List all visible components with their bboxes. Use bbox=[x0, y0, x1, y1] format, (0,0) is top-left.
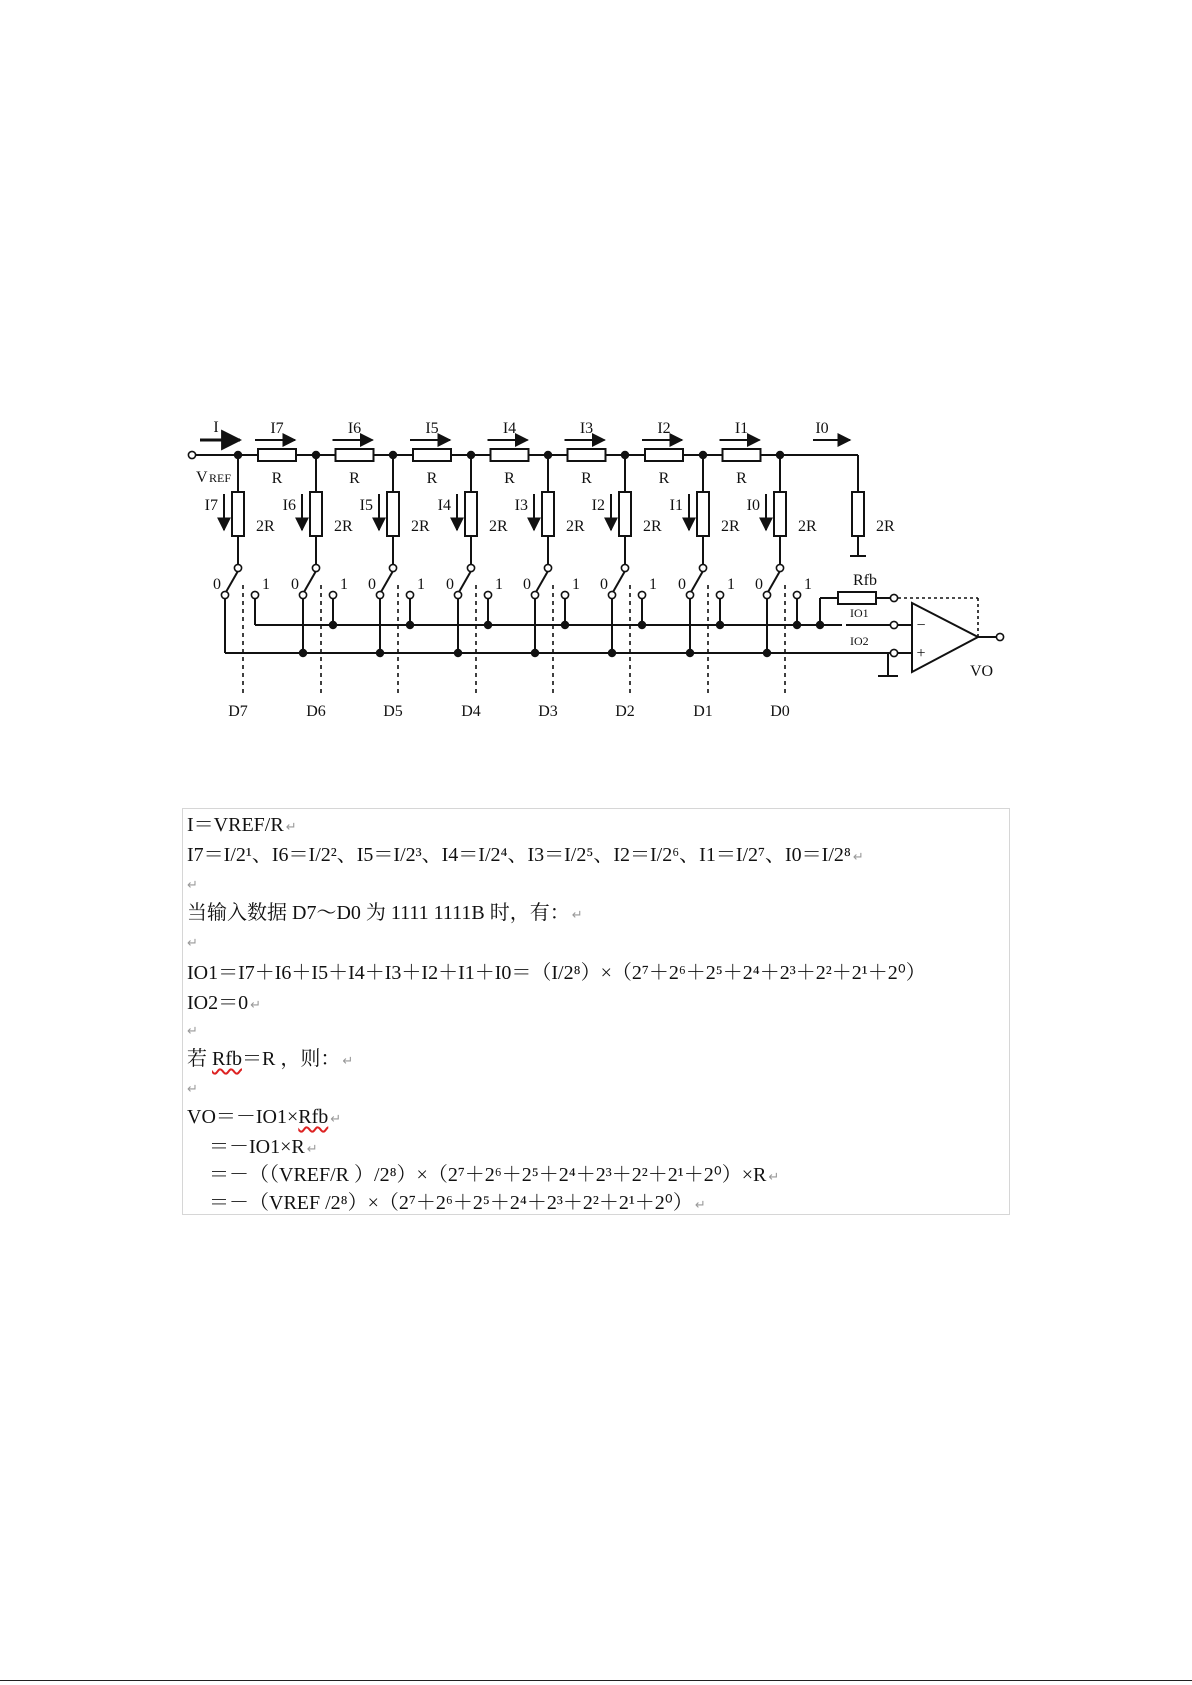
terminal bbox=[716, 591, 723, 598]
series-resistor-label: R bbox=[581, 470, 592, 487]
switch-zero-label: 0 bbox=[291, 576, 299, 593]
equation-branch-currents: I7＝I/2¹、I6＝I/2²、I5＝I/2³、I4＝I/2⁴、I3＝I/2⁵、I2＝I/2⁶、I1＝I/2⁷、I0＝I/2⁸ ↵ bbox=[187, 844, 864, 866]
shunt-resistor bbox=[774, 492, 786, 536]
switch-one-label: 1 bbox=[495, 576, 503, 593]
terminal bbox=[188, 451, 195, 458]
terminal bbox=[608, 591, 615, 598]
series-resistor bbox=[723, 449, 761, 461]
r2r-dac-circuit-diagram bbox=[0, 0, 1192, 760]
blank-paragraph: ↵ bbox=[187, 1023, 198, 1038]
bit-label: D4 bbox=[461, 703, 481, 720]
opamp-minus-label: − bbox=[916, 617, 926, 634]
switch-zero-label: 0 bbox=[368, 576, 376, 593]
shunt-resistor-label: 2R bbox=[256, 518, 275, 535]
terminal bbox=[699, 564, 706, 571]
switch-one-label: 1 bbox=[572, 576, 580, 593]
io2-label: IO2 bbox=[850, 634, 869, 648]
series-current-label: I6 bbox=[347, 420, 362, 437]
switch-one-label: 1 bbox=[727, 576, 735, 593]
shunt-current-label: I4 bbox=[437, 497, 451, 514]
terminal bbox=[251, 591, 258, 598]
bit-label: D5 bbox=[383, 703, 403, 720]
shunt-resistor-label: 2R bbox=[489, 518, 508, 535]
terminal bbox=[389, 564, 396, 571]
equation-input-condition: 当输入数据 D7～D0 为 1111 1111B 时，有： ↵ bbox=[187, 902, 583, 924]
shunt-current-label: I6 bbox=[282, 497, 296, 514]
series-resistor-label: R bbox=[349, 470, 360, 487]
junction-dot bbox=[484, 621, 492, 629]
switch-arm bbox=[613, 571, 625, 592]
shunt-resistor-label: 2R bbox=[566, 518, 585, 535]
rfb-label: Rfb bbox=[853, 572, 877, 589]
switch-arm bbox=[691, 571, 703, 592]
terminal bbox=[561, 591, 568, 598]
series-resistor-label: R bbox=[658, 470, 670, 487]
series-current-label: I5 bbox=[425, 420, 439, 437]
series-resistor bbox=[336, 449, 374, 461]
junction-dot bbox=[716, 621, 724, 629]
bit-label: D2 bbox=[615, 703, 635, 720]
terminal bbox=[454, 591, 461, 598]
series-current-label: I4 bbox=[502, 420, 517, 437]
series-resistor bbox=[491, 449, 529, 461]
equation-vo-4: ＝－（VREF /2⁸）×（2⁷＋2⁶＋2⁵＋2⁴＋2³＋2²＋2¹＋2⁰） ↵ bbox=[209, 1192, 706, 1214]
series-resistor bbox=[645, 449, 683, 461]
bit-label: D1 bbox=[693, 703, 713, 720]
junction-dot bbox=[454, 649, 462, 657]
equation-vo-3: ＝－（（VREF/R ）/2⁸）×（2⁷＋2⁶＋2⁵＋2⁴＋2³＋2²＋2¹＋2⁰）×R ↵ bbox=[209, 1164, 780, 1186]
equation-box bbox=[182, 808, 1010, 1215]
io1-label: IO1 bbox=[850, 606, 869, 620]
equation-io1-sum: IO1＝I7＋I6＋I5＋I4＋I3＋I2＋I1＋I0＝（I/2⁸）×（2⁷＋2⁶＋2⁵＋2⁴＋2³＋2²＋2¹＋2⁰） bbox=[187, 962, 926, 984]
terminal bbox=[890, 621, 897, 628]
shunt-resistor bbox=[310, 492, 322, 536]
shunt-resistor-label: 2R bbox=[798, 518, 817, 535]
switch-arm bbox=[768, 571, 780, 592]
junction-dot bbox=[376, 649, 384, 657]
junction-dot bbox=[686, 649, 694, 657]
terminal bbox=[793, 591, 800, 598]
terminal bbox=[544, 564, 551, 571]
terminal bbox=[376, 591, 383, 598]
terminal bbox=[234, 564, 241, 571]
blank-paragraph: ↵ bbox=[187, 877, 198, 892]
terminal bbox=[467, 564, 474, 571]
terminal bbox=[996, 633, 1003, 640]
blank-paragraph: ↵ bbox=[187, 935, 198, 950]
switch-one-label: 1 bbox=[262, 576, 270, 593]
junction-dot bbox=[467, 451, 475, 459]
junction-dot bbox=[776, 451, 784, 459]
series-current-label: I3 bbox=[579, 420, 594, 437]
terminal bbox=[312, 564, 319, 571]
series-current-label: I2 bbox=[657, 420, 671, 437]
shunt-current-label: I3 bbox=[514, 497, 528, 514]
switch-arm bbox=[226, 571, 238, 592]
series-resistor bbox=[258, 449, 296, 461]
switch-arm bbox=[459, 571, 471, 592]
opamp-plus-label: + bbox=[916, 645, 926, 662]
output-label: VO bbox=[970, 663, 994, 680]
junction-dot bbox=[312, 451, 320, 459]
page-bottom-rule bbox=[0, 1680, 1192, 1681]
input-current-label: I bbox=[213, 419, 219, 436]
switch-zero-label: 0 bbox=[213, 576, 221, 593]
junction-dot bbox=[406, 621, 414, 629]
junction-dot bbox=[234, 451, 242, 459]
terminal bbox=[531, 591, 538, 598]
terminal bbox=[890, 649, 897, 656]
shunt-resistor bbox=[697, 492, 709, 536]
equation-io2: IO2＝0 ↵ bbox=[187, 992, 262, 1014]
equation-reference-current: I＝VREF/R ↵ bbox=[187, 814, 297, 836]
switch-zero-label: 0 bbox=[523, 576, 531, 593]
terminal bbox=[484, 591, 491, 598]
junction-dot bbox=[329, 621, 337, 629]
junction-dot bbox=[531, 649, 539, 657]
tail-current-label: I0 bbox=[815, 420, 829, 437]
junction-dot bbox=[763, 649, 771, 657]
junction-dot bbox=[638, 621, 646, 629]
switch-zero-label: 0 bbox=[755, 576, 763, 593]
terminal bbox=[329, 591, 336, 598]
shunt-current-label: I0 bbox=[746, 497, 760, 514]
series-resistor-label: R bbox=[426, 470, 438, 487]
junction-dot bbox=[561, 621, 569, 629]
junction-dot bbox=[699, 451, 707, 459]
series-resistor-label: R bbox=[504, 470, 515, 487]
junction-dot bbox=[299, 649, 307, 657]
shunt-resistor bbox=[387, 492, 399, 536]
shunt-resistor bbox=[465, 492, 477, 536]
junction-dot bbox=[608, 649, 616, 657]
terminal bbox=[621, 564, 628, 571]
switch-arm bbox=[304, 571, 316, 592]
terminal bbox=[221, 591, 228, 598]
series-resistor-label: R bbox=[736, 470, 747, 487]
terminal bbox=[763, 591, 770, 598]
bit-label: D6 bbox=[306, 703, 326, 720]
terminal bbox=[299, 591, 306, 598]
junction-dot bbox=[793, 621, 801, 629]
vref-subscript: REF bbox=[209, 471, 232, 485]
terminal bbox=[890, 594, 897, 601]
termination-resistor bbox=[852, 492, 864, 536]
bit-label: D7 bbox=[228, 703, 248, 720]
shunt-current-label: I7 bbox=[204, 497, 218, 514]
bit-label: D0 bbox=[770, 703, 790, 720]
terminal bbox=[776, 564, 783, 571]
switch-arm bbox=[536, 571, 548, 592]
shunt-resistor bbox=[542, 492, 554, 536]
bit-label: D3 bbox=[538, 703, 558, 720]
blank-paragraph: ↵ bbox=[187, 1081, 198, 1096]
series-resistor bbox=[413, 449, 451, 461]
shunt-current-label: I2 bbox=[591, 497, 605, 514]
junction-dot bbox=[544, 451, 552, 459]
switch-arm bbox=[381, 571, 393, 592]
terminal bbox=[686, 591, 693, 598]
switch-zero-label: 0 bbox=[600, 576, 608, 593]
shunt-resistor bbox=[232, 492, 244, 536]
junction-dot bbox=[389, 451, 397, 459]
equation-vo-2: ＝－IO1×R ↵ bbox=[209, 1136, 318, 1158]
switch-one-label: 1 bbox=[649, 576, 657, 593]
series-current-label: I1 bbox=[734, 420, 749, 437]
series-resistor bbox=[568, 449, 606, 461]
switch-one-label: 1 bbox=[417, 576, 425, 593]
switch-zero-label: 0 bbox=[678, 576, 686, 593]
shunt-resistor-label: 2R bbox=[643, 518, 662, 535]
shunt-resistor-label: 2R bbox=[721, 518, 740, 535]
feedback-resistor bbox=[838, 592, 876, 604]
equation-vo-1: VO＝－IO1×Rfb ↵ bbox=[187, 1106, 342, 1128]
junction-dot bbox=[816, 621, 824, 629]
switch-one-label: 1 bbox=[340, 576, 348, 593]
shunt-resistor bbox=[619, 492, 631, 536]
termination-resistor-label: 2R bbox=[876, 518, 895, 535]
switch-one-label: 1 bbox=[804, 576, 812, 593]
shunt-resistor-label: 2R bbox=[411, 518, 430, 535]
series-current-label: I7 bbox=[270, 420, 284, 437]
series-resistor-label: R bbox=[271, 470, 283, 487]
terminal bbox=[406, 591, 413, 598]
shunt-current-label: I1 bbox=[669, 497, 683, 514]
equation-rfb-condition: 若 Rfb＝R ，则： ↵ bbox=[187, 1048, 354, 1070]
junction-dot bbox=[621, 451, 629, 459]
switch-zero-label: 0 bbox=[446, 576, 454, 593]
terminal bbox=[638, 591, 645, 598]
vref-label: V bbox=[196, 469, 208, 486]
shunt-resistor-label: 2R bbox=[334, 518, 353, 535]
shunt-current-label: I5 bbox=[359, 497, 373, 514]
